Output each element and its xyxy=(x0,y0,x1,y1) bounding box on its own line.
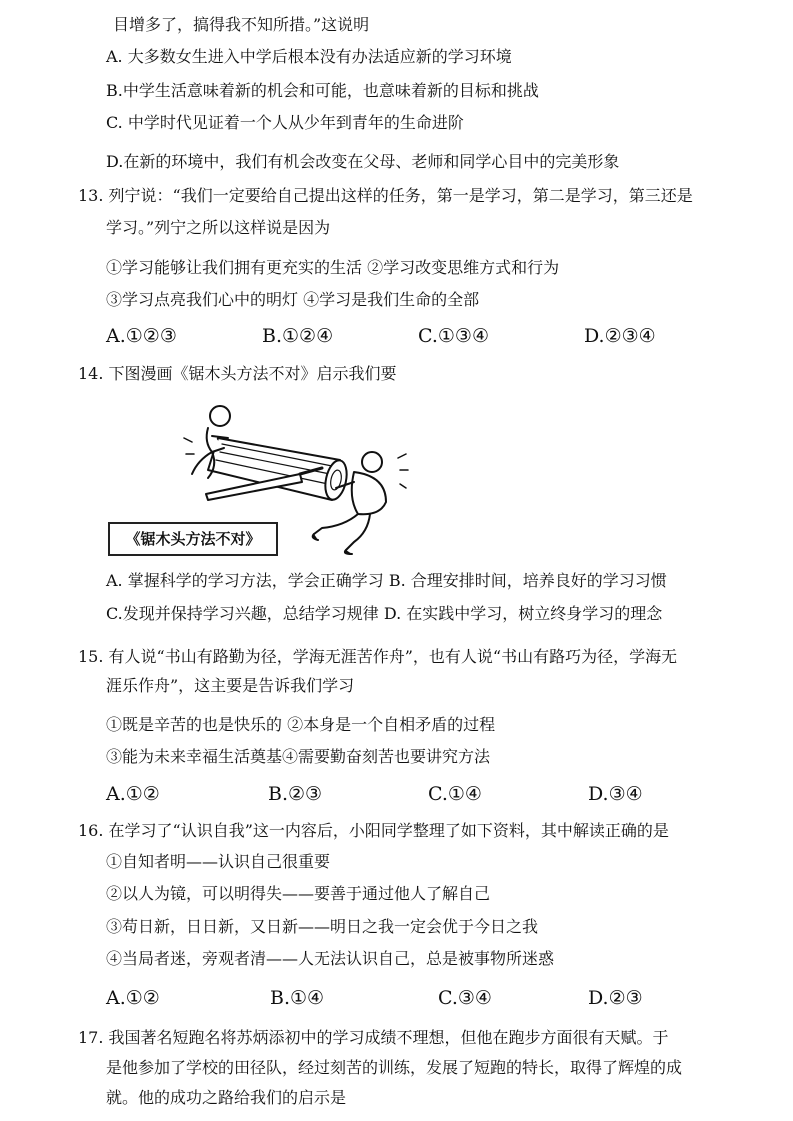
q15-stem-line2: 涯乐作舟”，这主要是告诉我们学习 xyxy=(106,676,355,695)
q17-stem-line2: 是他参加了学校的田径队，经过刻苦的训练，发展了短跑的特长，取得了辉煌的成 xyxy=(106,1058,683,1077)
q12-stem-end: 目增多了，搞得我不知所措。”这说明 xyxy=(113,15,370,34)
q12-option-b: B.中学生活意味着新的机会和可能，也意味着新的目标和挑战 xyxy=(106,81,539,100)
q16-stem: 16. 在学习了“认识自我”这一内容后，小阳同学整理了如下资料，其中解读正确的是 xyxy=(78,821,669,840)
q16-item-1: ①自知者明——认识自己很重要 xyxy=(106,852,331,871)
q12-option-c: C. 中学时代见证着一个人从少年到青年的生命进阶 xyxy=(106,113,464,132)
q13-statements-2: ③学习点亮我们心中的明灯 ④学习是我们生命的全部 xyxy=(106,290,480,309)
q13-choice-a: A.①②③ xyxy=(106,325,177,347)
q13-choice-c: C.①③④ xyxy=(418,325,489,347)
q15-choice-d: D.③④ xyxy=(588,783,643,805)
q16-choice-b: B.①④ xyxy=(270,987,325,1009)
q16-choice-d: D.②③ xyxy=(588,987,643,1009)
q16-item-3: ③苟日新，日日新，又日新——明日之我一定会优于今日之我 xyxy=(106,917,539,936)
q12-option-a: A. 大多数女生进入中学后根本没有办法适应新的学习环境 xyxy=(106,47,512,66)
cartoon-caption: 《锯木头方法不对》 xyxy=(108,522,278,556)
q15-choice-c: C.①④ xyxy=(428,783,482,805)
q16-choice-c: C.③④ xyxy=(438,987,492,1009)
q13-choice-b: B.①②④ xyxy=(262,325,334,347)
q14-stem: 14. 下图漫画《锯木头方法不对》启示我们要 xyxy=(78,364,397,383)
q16-item-2: ②以人为镜，可以明得失——要善于通过他人了解自己 xyxy=(106,884,491,903)
q15-choice-b: B.②③ xyxy=(268,783,323,805)
q12-option-d: D.在新的环境中，我们有机会改变在父母、老师和同学心目中的完美形象 xyxy=(106,152,620,171)
q16-choice-a: A.①② xyxy=(106,987,160,1009)
q14-options-line2: C.发现并保持学习兴趣，总结学习规律 D. 在实践中学习，树立终身学习的理念 xyxy=(106,604,663,623)
q15-stem-line1: 15. 有人说“书山有路勤为径，学海无涯苦作舟”，也有人说“书山有路巧为径，学海无 xyxy=(78,647,678,666)
q13-statements-1: ①学习能够让我们拥有更充实的生活 ②学习改变思维方式和行为 xyxy=(106,258,560,277)
q13-stem-line2: 学习。”列宁之所以这样说是因为 xyxy=(106,218,331,237)
q13-stem-line1: 13. 列宁说：“我们一定要给自己提出这样的任务，第一是学习，第二是学习，第三还是 xyxy=(78,186,693,205)
q15-statements-2: ③能为未来幸福生活奠基④需要勤奋刻苦也要讲究方法 xyxy=(106,747,491,766)
q15-statements-1: ①既是辛苦的也是快乐的 ②本身是一个自相矛盾的过程 xyxy=(106,715,496,734)
q13-choice-d: D.②③④ xyxy=(584,325,656,347)
q14-options-line1: A. 掌握科学的学习方法，学会正确学习 B. 合理安排时间，培养良好的学习习惯 xyxy=(106,571,667,590)
q17-stem-line1: 17. 我国著名短跑名将苏炳添初中的学习成绩不理想，但他在跑步方面很有天赋。于 xyxy=(78,1028,669,1047)
q17-stem-line3: 就。他的成功之路给我们的启示是 xyxy=(106,1088,347,1107)
q16-item-4: ④当局者迷，旁观者清——人无法认识自己，总是被事物所迷惑 xyxy=(106,949,555,968)
q15-choice-a: A.①② xyxy=(106,783,160,805)
